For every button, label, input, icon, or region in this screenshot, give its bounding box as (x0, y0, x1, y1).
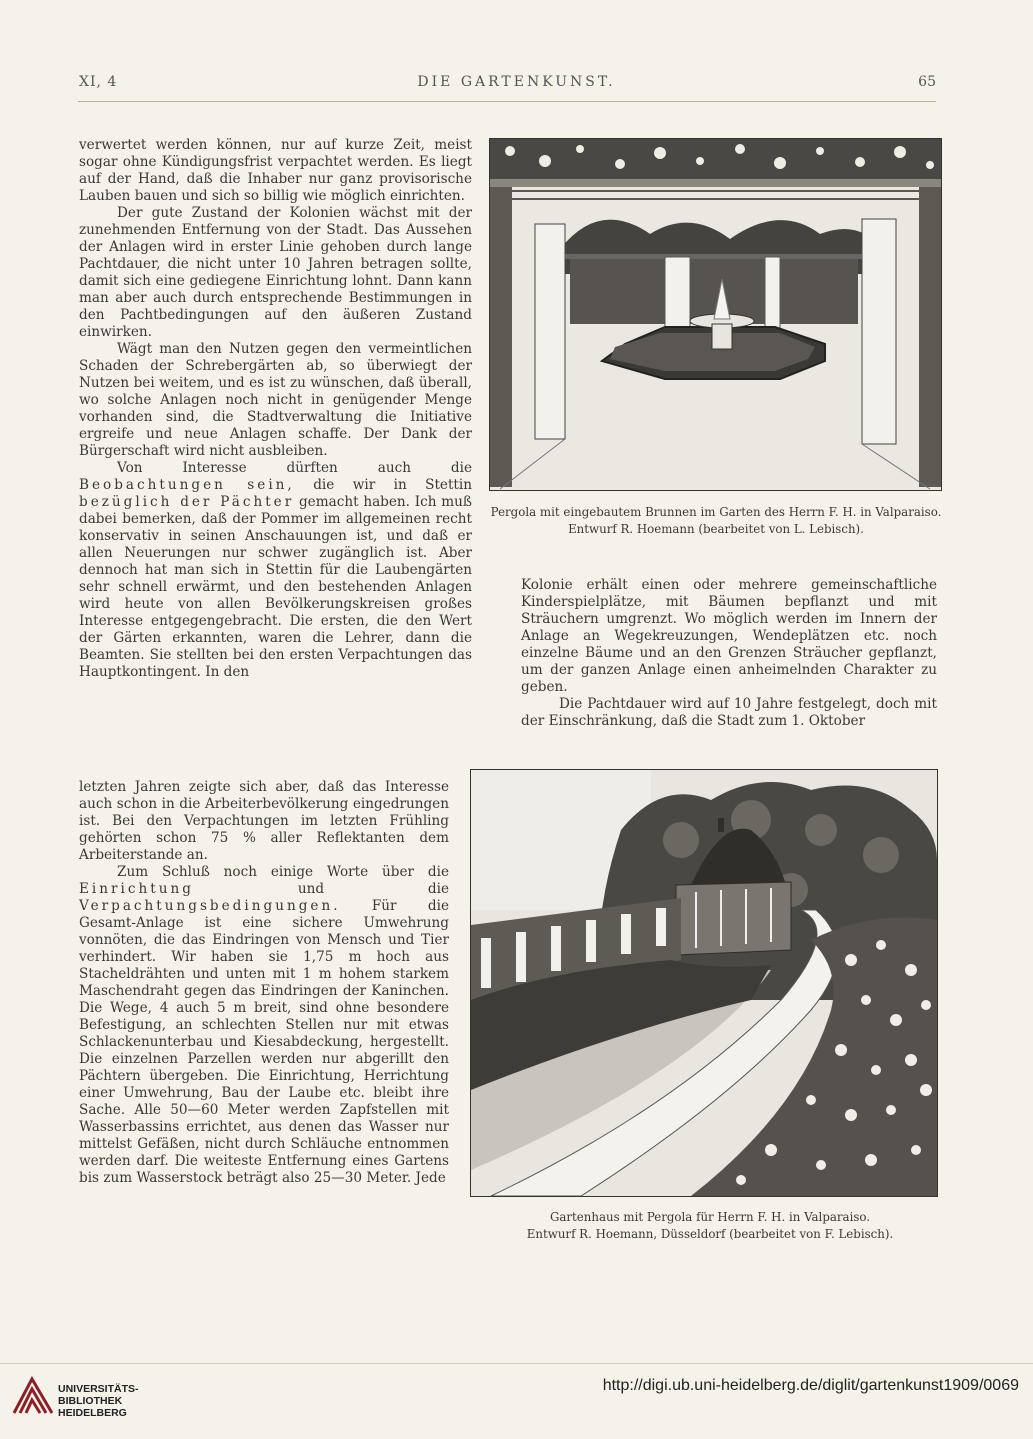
footer-divider (0, 1363, 1033, 1364)
source-url-link[interactable]: http://digi.ub.uni-heidelberg.de/diglit/gartenkunst1909/0069 (602, 1377, 1019, 1394)
paragraph: verwertet werden können, nur auf kurze Zeit, meist sogar ohne Kündigungsfrist verpachtet werden. Es liegt auf der Hand, daß die Inhaber nur ganz provisorische Lauben bauen und sich so billig wie möglich einrichten. (79, 137, 472, 204)
figure1-title: Pergola mit eingebautem Brunnen im Garten des Herrn F. H. in Valparaiso. (490, 505, 942, 519)
right-column (521, 577, 937, 730)
paragraph: Kolonie erhält einen oder mehrere gemeinschaftliche Kinderspielplätze, mit Bäumen bepflanzt und mit Sträuchern umgrenzt. Wo möglich werden im Innern der Anlage an Wegekreuzungen, Wendeplätzen etc. noch einzelne Bäume und an den Grenzen Sträucher gepflanzt, um der ganzen Anlage einen anheimelnden Charakter zu geben. (521, 577, 937, 695)
running-head-title: DIE GARTENKUNST. (417, 74, 616, 90)
pergola-fountain-illustration (489, 138, 942, 491)
figure1-credit: Entwurf R. Hoemann (bearbeitet von L. Lebisch). (568, 522, 864, 536)
figure2-title: Gartenhaus mit Pergola für Herrn F. H. in Valparaiso. (549, 1210, 871, 1224)
left-column-lower (79, 779, 449, 1187)
paragraph: Von Interesse dürften auch die Beobachtungen sein, die wir in Stettin bezüglich der Pächter gemacht haben. Ich muß dabei bemerken, daß der Pommer im allgemeinen recht konservativ in seinen Anschauungen ist, und daß er allen Neuerungen nur schwer zugänglich ist. Aber dennoch hat man sich in Stettin für die Laubengärten sehr schnell erwärmt, und den bestehenden Anlagen wird heute von allen Bevölkerungskreisen großes Interesse entgegengebracht. Die ersten, die den Wert der Gärten erkannten, waren die Lehrer, dann die Beamten. Sie stellten bei den ersten Verpachtungen das Hauptkontingent. In den (79, 460, 472, 680)
pergola-fountain-drawing (490, 139, 941, 490)
figure1-caption (486, 504, 946, 538)
header-rule (78, 101, 936, 102)
figure2-caption (470, 1209, 950, 1243)
page-number: 65 (918, 74, 936, 90)
running-head-volume: XI, 4 (79, 74, 118, 90)
paragraph: Zum Schluß noch einige Worte über die Einrichtung und die Verpachtungsbedingungen. Für die Gesamt-Anlage ist eine sichere Umwehrung vonnöten, die das Eindringen von Mensch und Tier verhindert. Wir haben sie 1,75 m hoch aus Stacheldrähten und unten mit 1 m hohem starkem Maschendraht gegen das Eindringen der Kaninchen. Die Wege, 4 auch 5 m breit, sind ohne besondere Befestigung, an schlechten Stellen nur mit etwas Schlackenunterbau und Kiesabdeckung, hergestellt. Die einzelnen Parzellen werden nur abgerillt den Pächtern übergeben. Die Einrichtung, Herrichtung einer Umwehrung, Bau der Laube etc. bleibt ihre Sache. Alle 50—60 Meter werden Zapfstellen mit Wasserbassins errichtet, aus denen das Wasser nur mittelst Gefäßen, nicht durch Schläuche entnommen werden darf. Die weiteste Entfernung eines Gartens bis zum Wasserstock beträgt also 25—30 Meter. Jede (79, 864, 449, 1186)
left-column-upper (79, 137, 472, 681)
garden-house-illustration (470, 769, 938, 1197)
university-library-logo-icon (10, 1373, 56, 1419)
library-name: UNIVERSITÄTS- BIBLIOTHEK HEIDELBERG (58, 1383, 139, 1419)
figure2-credit: Entwurf R. Hoemann, Düsseldorf (bearbeitet von F. Lebisch). (526, 1227, 894, 1241)
garden-house-drawing (471, 770, 937, 1196)
paragraph: Der gute Zustand der Kolonien wächst mit der zunehmenden Entfernung von der Stadt. Das Aussehen der Anlagen wird in erster Linie gehoben durch lange Pachtdauer, die nicht unter 10 Jahren betragen sollte, damit sich eine gediegene Einrichtung lohnt. Dann kann man aber auch durch entsprechende Bestimmungen in den Pachtbedingungen auf den äußeren Zustand einwirken. (79, 205, 472, 340)
paragraph: letzten Jahren zeigte sich aber, daß das Interesse auch schon in die Arbeiterbevölkerung eingedrungen ist. Bei den Verpachtungen im letzten Frühling gehörten schon 75 % aller Reflektanten dem Arbeiterstande an. (79, 779, 449, 863)
paragraph: Wägt man den Nutzen gegen den vermeintlichen Schaden der Schrebergärten ab, so überwiegt der Nutzen bei weitem, und es ist zu wünschen, daß überall, wo solche Anlagen noch nicht in genügender Menge vorhanden sind, die Stadtverwaltung die Initiative ergreife und neue Anlagen schaffe. Der Dank der Bürgerschaft wird nicht ausbleiben. (79, 341, 472, 459)
paragraph: Die Pachtdauer wird auf 10 Jahre festgelegt, doch mit der Einschränkung, daß die Stadt zum 1. Oktober (521, 696, 937, 729)
